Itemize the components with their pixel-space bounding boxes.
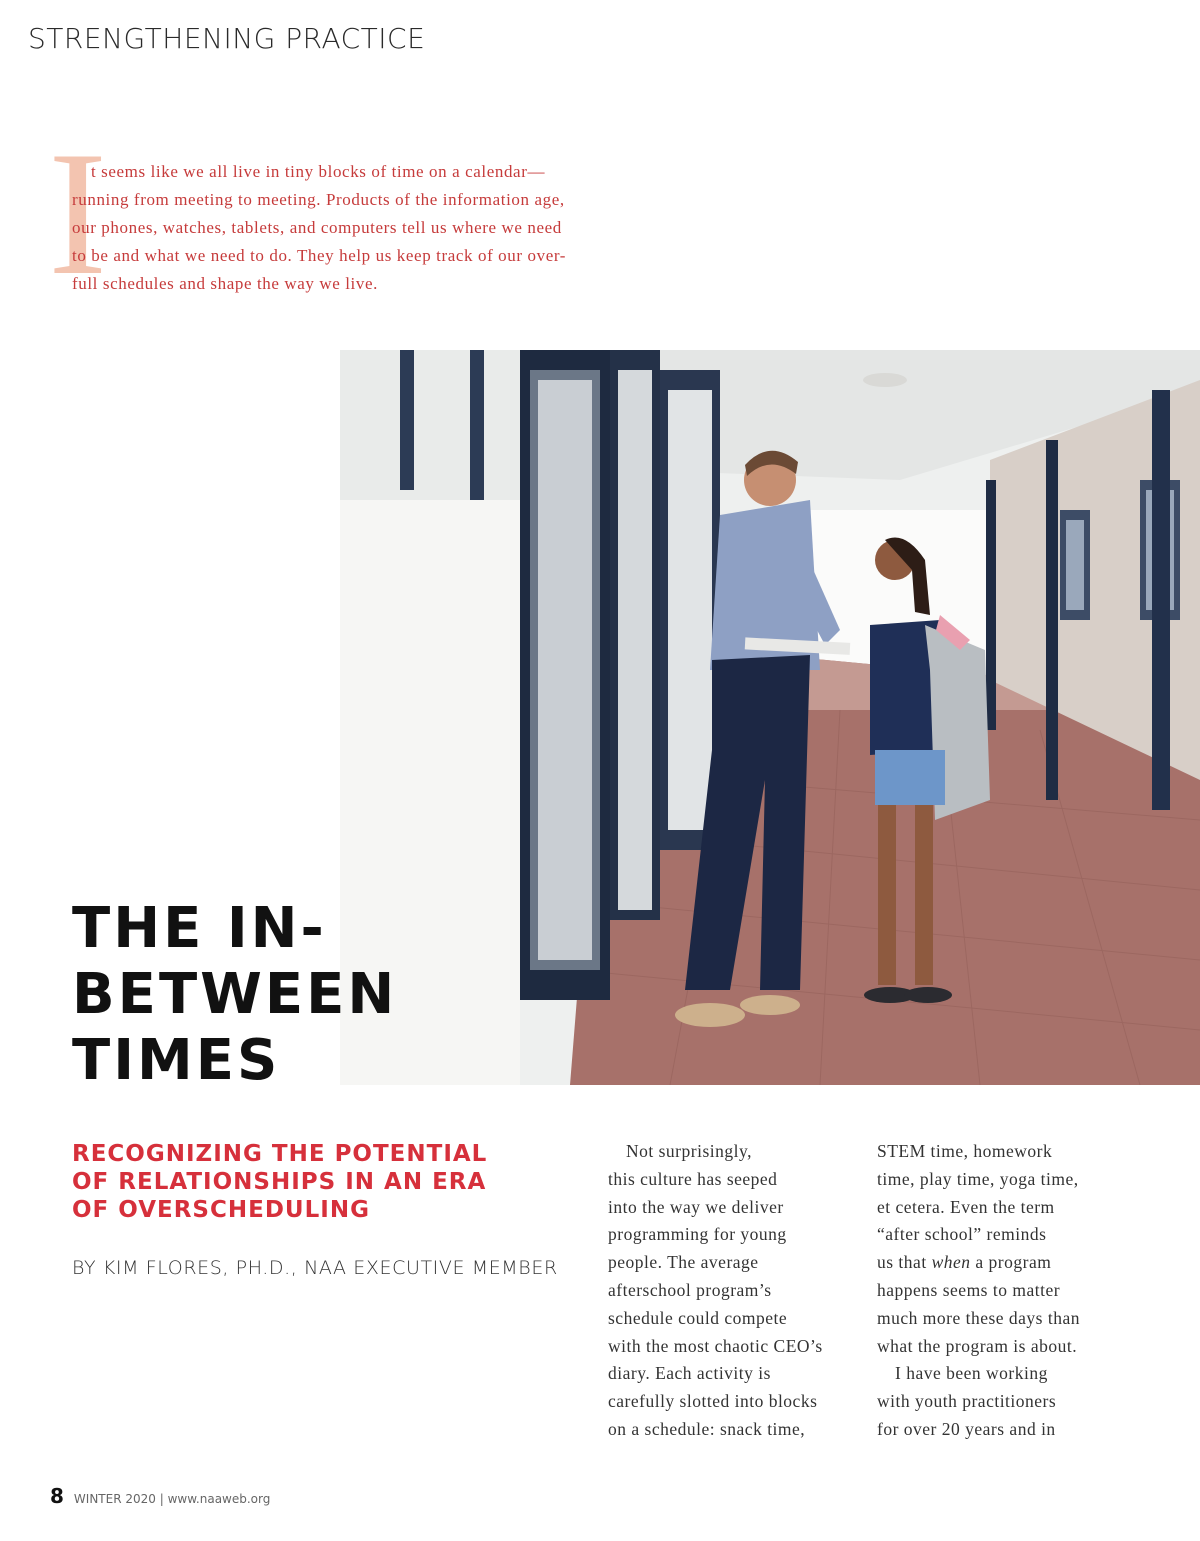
body-line: afterschool program’s <box>608 1279 772 1300</box>
subtitle-line: OF RELATIONSHIPS IN AN ERA <box>72 1169 487 1195</box>
body-line <box>877 1249 1080 1277</box>
page-footer <box>50 1484 270 1508</box>
intro-line: our phones, watches, tablets, and computers tell us where we need <box>72 218 562 237</box>
title-line: THE IN- <box>72 896 327 961</box>
body-line: much more these days than <box>877 1307 1081 1328</box>
subtitle-line: OF OVERSCHEDULING <box>72 1197 370 1223</box>
section-header: STRENGTHENING PRACTICE <box>28 22 426 55</box>
body-emphasis: when <box>931 1252 971 1273</box>
intro-line: t seems like we all live in tiny blocks of time on a calendar— <box>91 162 546 181</box>
intro-line: to be and what we need to do. They help us keep track of our over- <box>72 246 567 265</box>
body-line: with youth practitioners <box>877 1391 1057 1412</box>
body-line: for over 20 years and in <box>877 1418 1056 1439</box>
body-line: on a schedule: snack time, <box>608 1418 806 1439</box>
article-subtitle <box>72 1140 552 1224</box>
body-line: people. The average <box>608 1252 759 1273</box>
title-line: TIMES <box>72 1028 281 1093</box>
body-line: diary. Each activity is <box>608 1363 771 1384</box>
article-title <box>72 896 397 1094</box>
byline: BY KIM FLORES, PH.D., NAA EXECUTIVE MEMBER <box>72 1257 558 1279</box>
body-line: et cetera. Even the term <box>877 1196 1055 1217</box>
body-text: us that <box>877 1252 932 1273</box>
body-column-2 <box>877 1138 1080 1444</box>
body-line: with the most chaotic CEO’s <box>608 1335 823 1356</box>
body-line: STEM time, homework <box>877 1141 1053 1161</box>
page-number: 8 <box>50 1484 64 1508</box>
intro-paragraph <box>72 158 672 298</box>
body-line: happens seems to matter <box>877 1279 1061 1300</box>
body-line: what the program is about. <box>877 1335 1078 1356</box>
body-text: a program <box>970 1252 1052 1273</box>
body-column-1 <box>608 1138 823 1444</box>
body-line: carefully slotted into blocks <box>608 1391 818 1412</box>
subtitle-line: RECOGNIZING THE POTENTIAL <box>72 1141 488 1167</box>
body-line: this culture has seeped <box>608 1168 778 1189</box>
intro-line: full schedules and shape the way we live. <box>72 274 378 293</box>
body-line: “after school” reminds <box>877 1224 1047 1245</box>
photo-teacher-student-hallway-image <box>340 350 1200 1085</box>
issue-info: WINTER 2020 | www.naaweb.org <box>73 1492 271 1506</box>
hero-photo <box>340 350 1200 1085</box>
body-line: programming for young <box>608 1224 787 1245</box>
body-line: schedule could compete <box>608 1307 788 1328</box>
body-line: into the way we deliver <box>608 1196 784 1217</box>
body-line: time, play time, yoga time, <box>877 1168 1079 1189</box>
title-line: BETWEEN <box>72 962 398 1027</box>
drop-cap: I <box>48 114 108 312</box>
body-line: Not surprisingly, <box>626 1141 752 1161</box>
intro-line: running from meeting to meeting. Products of the information age, <box>72 190 565 209</box>
body-line: I have been working <box>895 1363 1048 1384</box>
